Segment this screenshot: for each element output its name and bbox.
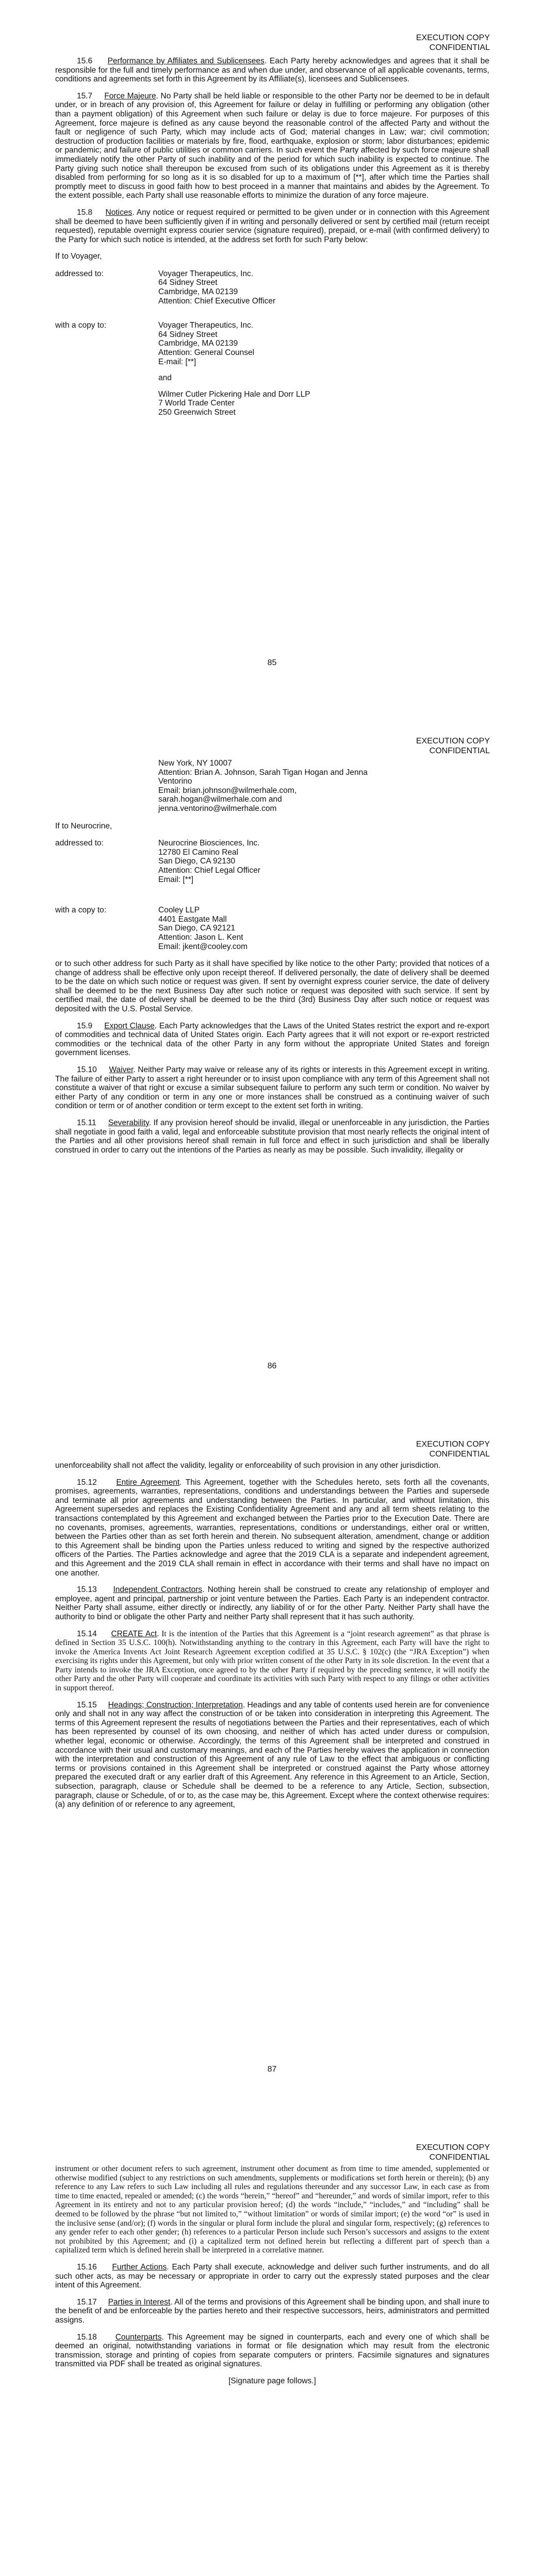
section-number: 15.15 xyxy=(77,1700,97,1709)
address-line: 250 Greenwich Street xyxy=(158,408,236,417)
header-line-1: EXECUTION COPY xyxy=(416,33,490,42)
address-line: E-mail: [**] xyxy=(158,357,196,366)
section-title: Headings; Construction; Interpretation xyxy=(108,1700,243,1709)
section-title: Notices xyxy=(105,208,133,217)
wilmer-address-continued xyxy=(55,759,489,814)
section-15-9 xyxy=(55,1022,489,1058)
page-body xyxy=(55,1461,489,1817)
section-number: 15.16 xyxy=(77,2262,97,2272)
address-line: Voyager Therapeutics, Inc. xyxy=(158,269,254,278)
address-line: Email: jkent@cooley.com xyxy=(158,942,248,951)
section-text: . All of the terms and provisions of this Agreement shall be binding upon, and shall inure to the benefit of and be enforceable by the parties hereto and their respective successors, heirs, administrators and permitted assigns. xyxy=(55,2297,489,2325)
section-number: 15.14 xyxy=(77,1629,97,1638)
page-number: 85 xyxy=(267,658,277,667)
page-85 xyxy=(0,0,544,703)
section-title: Independent Contractors xyxy=(113,1585,203,1595)
severability-continued: unenforceability shall not affect the validity, legality or enforceability of such provision in any other jurisdiction. xyxy=(55,1461,441,1470)
if-to-voyager: If to Voyager, xyxy=(55,252,102,261)
page-header xyxy=(416,33,490,53)
section-15-8 xyxy=(55,208,489,244)
address-line: Cooley LLP xyxy=(158,906,200,915)
copy-to-label: with a copy to: xyxy=(55,321,107,330)
section-15-17 xyxy=(55,2298,489,2325)
address-line: sarah.hogan@wilmerhale.com and xyxy=(158,795,282,804)
page-body xyxy=(55,2164,489,2393)
page-body xyxy=(55,759,489,1162)
address-line: 4401 Eastgate Mall xyxy=(158,914,227,924)
section-title: Entire Agreement xyxy=(116,1478,180,1487)
section-number: 15.6 xyxy=(77,57,93,65)
section-text: . Nothing herein shall be construed to create any relationship of employer and employee, agent and principal, partnership or joint venture between the Parties. Each Party is an independent contractor. Neither Party shall assume, either directly or indirectly, any liability of or for the other Party. Neither Party shall have the authority to bind or obligate the other Party and neither Party shall represent that it has such authority. xyxy=(55,1585,489,1621)
section-15-15 xyxy=(55,1701,489,1809)
section-title: Force Majeure xyxy=(104,91,156,100)
page-header xyxy=(416,736,490,756)
address-line: San Diego, CA 92130 xyxy=(158,857,236,866)
address-line: Wilmer Cutler Pickering Hale and Dorr LLP xyxy=(158,389,310,399)
section-15-10 xyxy=(55,1065,489,1111)
address-line: Attention: Chief Executive Officer xyxy=(158,296,276,306)
section-text: . This Agreement may be signed in counterparts, each and every one of which shall be deemed an original, notwithstanding variations in format or file designation which may result from the electronic transmission, storage and printing of copies from separate computers or printers. Facsimile signatures and signatures transmitted via PDF shall be treated as original signatures. xyxy=(55,2332,489,2369)
section-text: . Headings and any table of contents used herein are for convenience only and shall not in any way affect the construction of or be taken into consideration in interpreting this Agreement. The terms of this Agreement represent the results of negotiations between the Parties and their representatives, each of which has been represented by counsel of its own choosing, and neither of which has acted under duress or compulsion, whether legal, economic or otherwise. Accordingly, the terms of this Agreement shall be interpreted and construed in accordance with their usual and customary meanings, and each of the Parties hereby waives the application in connection with the interpretation and construction of this Agreement of any rule of Law to the effect that ambiguous or conflicting terms or provisions contained in this Agreement shall be interpreted or construed against the Party whose attorney prepared the executed draft or any earlier draft of this Agreement. Any reference in this Agreement to an Article, Section, subsection, paragraph, clause or Schedule shall be deemed to be a reference to any Article, Section, subsection, paragraph, clause or Schedule, of or to, as the case may be, this Agreement. Except where the context otherwise requires: (a) any definition of or reference to any agreement, xyxy=(55,1700,489,1809)
section-text: . Any notice or request required or permitted to be given under or in connection with this Agreement shall be deemed to have been sufficiently given if in writing and personally delivered or sent by certified mail (return receipt requested), reputable overnight express courier service (signature required), prepaid, or e-mail (with confirmed delivery) to the Party for which such notice is intended, at the address set forth for such Party below: xyxy=(55,208,489,244)
voyager-copy-block xyxy=(55,321,489,417)
address-line: Cambridge, MA 02139 xyxy=(158,339,238,348)
section-text: . Neither Party may waive or release any of its rights or interests in this Agreement except in writing. The failure of either Party to assert a right hereunder or to insist upon compliance with any term of this Agreement shall not constitute a waiver of that right or excuse a similar subsequent failure to perform any such term or condition. No waiver by either Party of any condition or term in any one or more instances shall be construed as a continuing waiver of such condition or term or of another condition or term except to the extent set forth in writing. xyxy=(55,1065,489,1111)
page-number: 86 xyxy=(267,1362,277,1370)
and-text: and xyxy=(158,374,172,383)
address-line: Attention: Jason L. Kent xyxy=(158,933,243,942)
if-to-neurocrine: If to Neurocrine, xyxy=(55,821,112,831)
section-15-13 xyxy=(55,1585,489,1621)
section-15-16 xyxy=(55,2263,489,2290)
page-header xyxy=(416,2143,490,2162)
voyager-address-block xyxy=(55,269,489,306)
page-number: 87 xyxy=(267,2065,277,2074)
page-body xyxy=(55,57,489,426)
section-15-6 xyxy=(55,57,489,84)
signature-page-note: [Signature page follows.] xyxy=(228,2376,316,2385)
section-title: Performance by Affiliates and Sublicensees xyxy=(107,57,265,65)
section-title: CREATE Act xyxy=(111,1629,157,1638)
address-line: 64 Sidney Street xyxy=(158,278,218,287)
header-line-2: CONFIDENTIAL xyxy=(429,747,490,755)
section-title: Severability xyxy=(108,1118,149,1127)
section-text: . It is the intention of the Parties that this Agreement is a “joint research agreement” as that phrase is defined in Section 35 U.S.C. 100(h). Notwithstanding anything to the contrary in this Agreement, each Party will have the right to invoke the America Invents Act Joint Research Agreement exception codified at 35 U.S.C. § 102(c) (the “JRA Exception”) when exercising its rights under this Agreement, but only with prior written consent of the other Party in its sole discretion. In the event that a Party intends to invoke the JRA Exception, once agreed to by the other Party if required by the preceding sentence, it will notify the other Party and the other Party will cooperate and coordinate its activities with such Party with respect to any filings or other activities in support thereof. xyxy=(55,1629,489,1693)
address-line: Neurocrine Biosciences, Inc. xyxy=(158,839,260,848)
section-text: . Each Party hereby acknowledges and agrees that it shall be responsible for the full and timely performance as and when due under, and observance of all applicable covenants, terms, conditions and agreements set forth in this Agreement by its Affiliate(s), licensees and Sublicensees. xyxy=(55,57,489,84)
section-number: 15.10 xyxy=(77,1065,97,1075)
addressed-to-label: addressed to: xyxy=(55,839,104,848)
address-line: Attention: Brian A. Johnson, Sarah Tigan Hogan and Jenna Ventorino xyxy=(158,768,368,786)
page-header xyxy=(416,1439,490,1459)
address-line: 7 World Trade Center xyxy=(158,399,235,408)
section-15-12 xyxy=(55,1478,489,1578)
header-line-1: EXECUTION COPY xyxy=(416,2143,490,2152)
section-15-18 xyxy=(55,2333,489,2369)
section-15-7 xyxy=(55,92,489,200)
neurocrine-address-block xyxy=(55,839,489,884)
address-line: New York, NY 10007 xyxy=(158,759,232,768)
header-line-2: CONFIDENTIAL xyxy=(429,2153,490,2162)
address-line: 12780 El Camino Real xyxy=(158,848,239,857)
section-15-14 xyxy=(55,1630,489,1693)
header-line-1: EXECUTION COPY xyxy=(416,737,490,745)
page-88 xyxy=(0,2110,544,2576)
cooley-copy-block xyxy=(55,906,489,951)
construction-continued: instrument or other document refers to such agreement, instrument other document as from time to time amended, supplemented or otherwise modified (subject to any restrictions on such amendments, supplements or modifications set forth herein or therein); (b) any reference to any Law refers to such Law including all rules and regulations thereunder and any successor Law, in each case as from time to time enacted, repealed or amended; (c) the words “herein,” “hereof” and “hereunder,” and words of similar import, refer to this Agreement in its entirety and not to any particular provision hereof; (d) the words “include,” “includes,” and “including” shall be deemed to be followed by the phrase “but not limited to,” “without limitation” or words of similar import; (e) the word “or” is used in the inclusive sense (and/or); (f) words in the singular or plural form include the plural and singular form, respectively; (g) references to any gender refer to each other gender; (h) references to a particular Person include such Person’s successors and assigns to the extent not prohibited by this Agreement; and (i) a capitalized term not defined herein but reflecting a different part of speech than a capitalized term which is defined herein shall be interpreted in a correlative manner. xyxy=(55,2164,489,2255)
header-line-2: CONFIDENTIAL xyxy=(429,43,490,52)
section-number: 15.12 xyxy=(77,1478,97,1487)
address-line: Attention: General Counsel xyxy=(158,348,255,358)
section-text: . This Agreement, together with the Schedules hereto, sets forth all the covenants, promises, agreements, warranties, representations, conditions and understandings between the Parties and supersede and terminate all prior agreements and understanding between the Parties. In particular, and without limitation, this Agreement supersedes and replaces the Existing Confidentiality Agreement and any and all term sheets relating to the transactions contemplated by this Agreement and exchanged between the Parties prior to the Execution Date. There are no covenants, promises, agreements, warranties, representations, conditions or understandings, either oral or written, between the Parties other than as set forth herein and therein. No subsequent alteration, amendment, change or addition to this Agreement shall be binding upon the Parties unless reduced to writing and signed by the respective authorized officers of the Parties. The Parties acknowledge and agree that the 2019 CLA is a separate and independent agreement, and this Agreement and the 2019 CLA shall remain in effect in accordance with their terms and shall have no impact on one another. xyxy=(55,1478,489,1578)
header-line-2: CONFIDENTIAL xyxy=(429,1450,490,1459)
section-number: 15.11 xyxy=(77,1118,96,1127)
address-line: Cambridge, MA 02139 xyxy=(158,287,238,297)
section-title: Parties in Interest xyxy=(108,2297,171,2307)
page-87 xyxy=(0,1406,544,2110)
section-number: 15.18 xyxy=(77,2332,97,2342)
section-number: 15.13 xyxy=(77,1585,97,1595)
section-number: 15.8 xyxy=(77,208,93,217)
section-number: 15.7 xyxy=(77,91,93,100)
section-title: Export Clause xyxy=(104,1021,155,1030)
address-line: Attention: Chief Legal Officer xyxy=(158,866,260,875)
section-text: . Each Party shall execute, acknowledge and deliver such further instruments, and do all such other acts, as may be necessary or appropriate in order to carry out the expressly stated purposes and the clear intent of this Agreement. xyxy=(55,2262,489,2290)
section-text: . If any provision hereof should be invalid, illegal or unenforceable in any jurisdiction, the Parties shall negotiate in good faith a valid, legal and enforceable substitute provision that most nearly reflects the original intent of the Parties and all other provisions hereof shall remain in full force and effect in such jurisdiction and shall be liberally construed in order to carry out the intentions of the Parties as nearly as may be possible. Such invalidity, illegality or xyxy=(55,1118,489,1155)
section-title: Counterparts xyxy=(115,2332,162,2342)
address-line: 64 Sidney Street xyxy=(158,330,218,339)
section-text: . Each Party acknowledges that the Laws of the United States restrict the export and re-export of commodities and technical data of United States origin. Each Party agrees that it will not export or re-export restricted commodities or the technical data of the other Party in any form without the appropriate United States and foreign government licenses. xyxy=(55,1021,489,1058)
copy-to-label: with a copy to: xyxy=(55,906,107,915)
section-title: Waiver xyxy=(109,1065,134,1075)
header-line-1: EXECUTION COPY xyxy=(416,1440,490,1449)
section-title: Further Actions xyxy=(112,2262,167,2272)
addressed-to-label: addressed to: xyxy=(55,269,104,278)
section-15-11 xyxy=(55,1118,489,1155)
page-86 xyxy=(0,703,544,1406)
section-text: . No Party shall be held liable or responsible to the other Party nor be deemed to be in default under, or in breach of any provision of, this Agreement for failure or delay in fulfilling or performing any obligation (other than a payment obligation) of this Agreement when such failure or delay is due to force majeure. For purposes of this Agreement, force majeure is defined as any cause beyond the reasonable control of the affected Party and without the fault or negligence of such Party, which may include acts of God; material changes in Law; war; civil commotion; destruction of production facilities or materials by fire, flood, earthquake, explosion or storm; labor disturbances; epidemic or pandemic; and failure of public utilities or common carriers. In such event the Party affected by such force majeure shall immediately notify the other Party of such inability and of the period for which such inability is expected to continue. The Party giving such notice shall thereupon be excused from such of its obligations under this Agreement as it is thereby disabled from performing for so long as it is so disabled for up to a maximum of [**], after which time the Parties shall promptly meet to discuss in good faith how to best proceed in a manner that maintains and abides by the Agreement. To the extent possible, each Party shall use reasonable efforts to minimize the duration of any force majeure. xyxy=(55,91,489,200)
section-number: 15.17 xyxy=(77,2297,97,2307)
section-number: 15.9 xyxy=(77,1021,93,1030)
address-line: Voyager Therapeutics, Inc. xyxy=(158,321,254,330)
address-line: jenna.ventorino@wilmerhale.com xyxy=(158,804,277,813)
address-line: Email: [**] xyxy=(158,875,194,884)
notice-continued: or to such other address for such Party as it shall have specified by like notice to the other Party; provided that notices of a change of address shall be effective only upon receipt thereof. If delivered personally, the date of delivery shall be deemed to be the date on which such notice or request was given. If sent by overnight express courier service, the date of delivery shall be deemed to be the next Business Day after such notice or request was deposited with such service. If sent by certified mail, the date of delivery shall be deemed to be the third (3rd) Business Day after such notice or request was deposited with the U.S. Postal Service. xyxy=(55,959,489,1014)
address-line: Email: brian.johnson@wilmerhale.com, xyxy=(158,786,297,795)
address-line: San Diego, CA 92121 xyxy=(158,924,236,933)
